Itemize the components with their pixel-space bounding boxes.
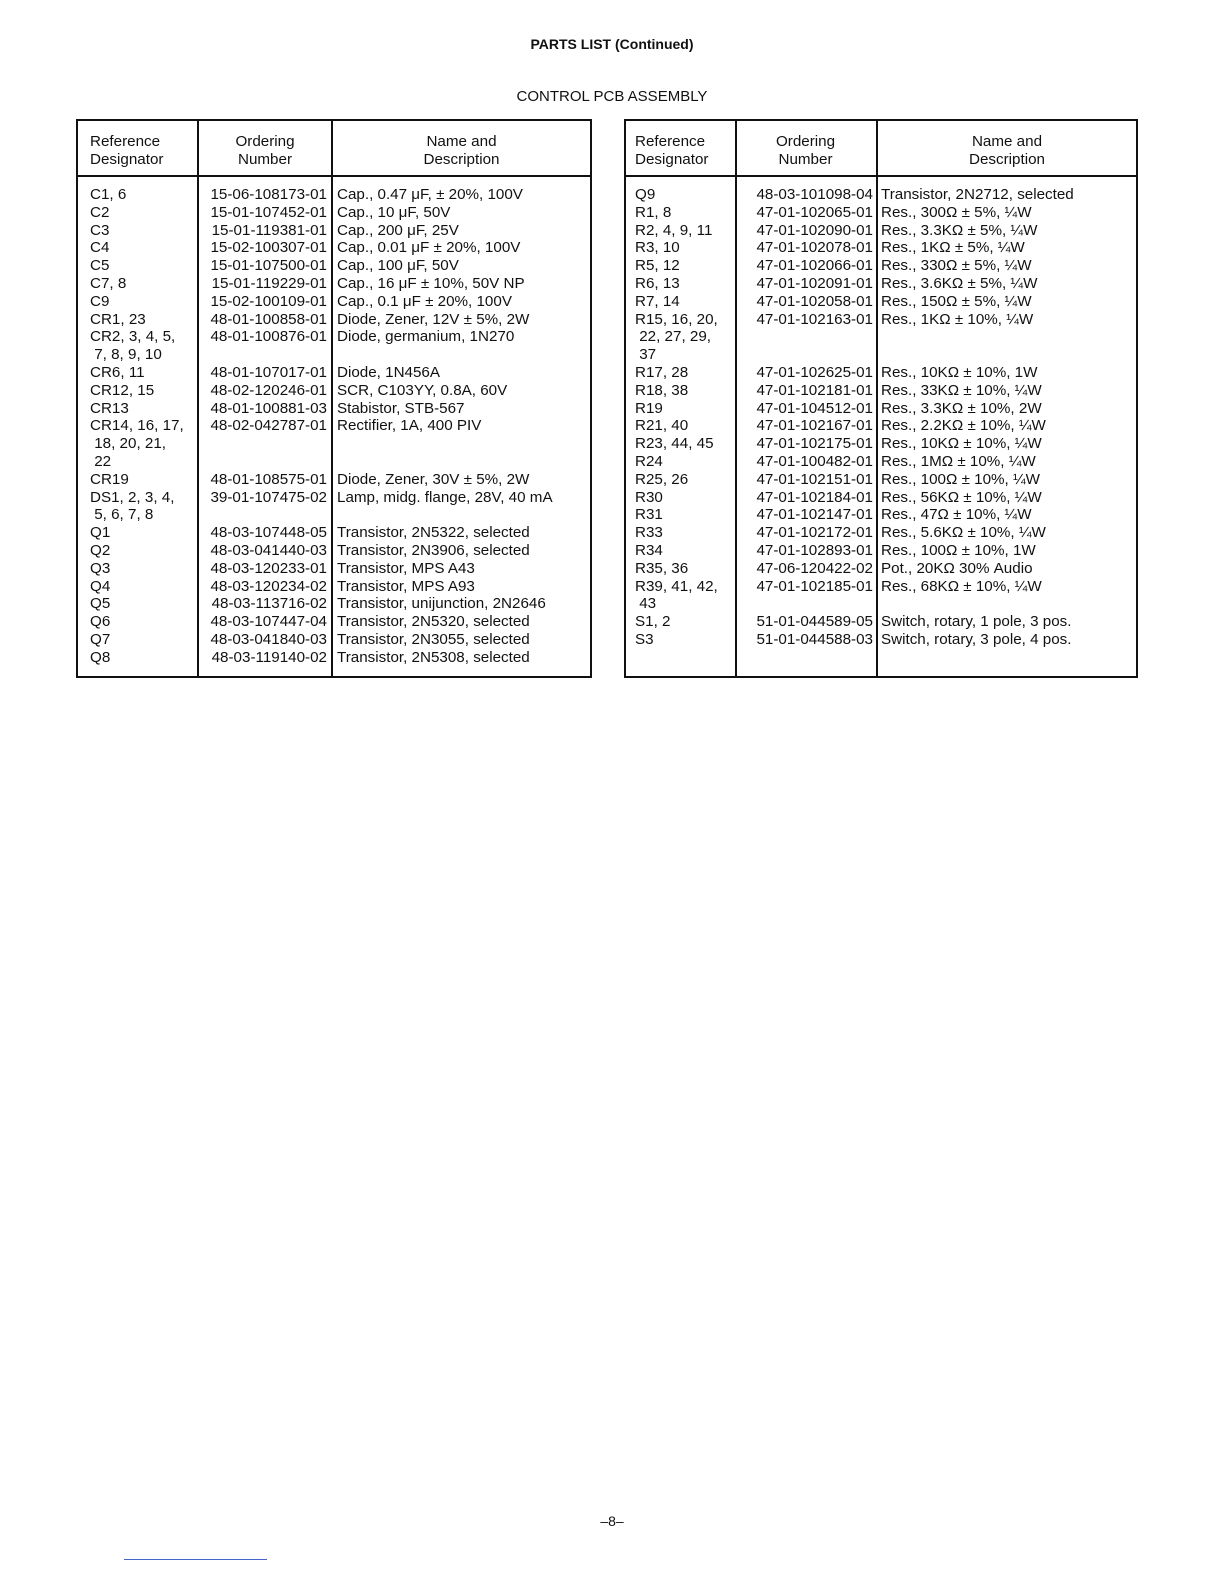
table-body — [626, 186, 1136, 649]
ordering-number: 47-01-102184-01 — [756, 488, 873, 506]
ordering-number: 47-01-102163-01 — [756, 310, 873, 328]
table-row — [78, 204, 590, 222]
part-description: Rectifier, 1A, 400 PIV — [337, 417, 482, 435]
ordering-number: 48-01-100876-01 — [210, 328, 327, 346]
part-description: Transistor, unijunction, 2N2646 — [337, 595, 546, 613]
part-description: Diode, 1N456A — [337, 363, 441, 381]
ordering-number: 47-01-102147-01 — [756, 506, 873, 524]
ref-designator: R33 — [635, 524, 663, 542]
ordering-number: 47-01-102181-01 — [756, 381, 873, 399]
ordering-number: 15-01-107452-01 — [210, 203, 327, 221]
table-row — [626, 524, 1136, 542]
ref-designator: C3 — [90, 221, 110, 239]
part-description: Transistor, 2N3906, selected — [337, 541, 530, 559]
part-description: Cap., 100 μF, 50V — [337, 257, 459, 275]
ordering-number: 47-01-102066-01 — [756, 257, 873, 275]
ordering-number: 15-01-107500-01 — [210, 257, 327, 275]
ref-designator: CR6, 11 — [90, 363, 145, 381]
ordering-number: 47-06-120422-02 — [756, 559, 873, 577]
ref-designator: R19 — [635, 399, 663, 417]
table-row — [626, 239, 1136, 257]
ordering-number: 48-03-119140-02 — [211, 648, 327, 666]
table-row — [626, 204, 1136, 222]
part-description: Res., 1MΩ ± 10%, ¼W — [881, 452, 1036, 470]
part-description: Pot., 20KΩ 30% Audio — [881, 559, 1033, 577]
ordering-number: 48-03-120234-02 — [210, 577, 327, 595]
ref-designator: S1, 2 — [635, 613, 671, 631]
part-description: Res., 150Ω ± 5%, ¼W — [881, 292, 1032, 310]
ordering-number: 48-01-107017-01 — [210, 363, 327, 381]
table-row — [78, 257, 590, 275]
table-row — [78, 471, 590, 489]
parts-table-left — [76, 119, 592, 678]
ref-designator: R35, 36 — [635, 559, 689, 577]
ordering-number: 47-01-102078-01 — [756, 239, 873, 257]
column-header-desc: Name and Description — [423, 133, 500, 168]
part-description: Switch, rotary, 1 pole, 3 pos. — [881, 613, 1072, 631]
part-description: Res., 10KΩ ± 10%, ¼W — [881, 435, 1042, 453]
table-row — [626, 631, 1136, 649]
ordering-number: 47-01-102151-01 — [756, 470, 873, 488]
part-description: Res., 47Ω ± 10%, ¼W — [881, 506, 1032, 524]
part-description: Diode, germanium, 1N270 — [337, 328, 515, 346]
table-row — [78, 578, 590, 596]
table-row — [626, 578, 1136, 614]
ordering-number: 47-01-102090-01 — [756, 221, 873, 239]
part-description: Res., 68KΩ ± 10%, ¼W — [881, 577, 1042, 595]
part-description: Res., 1KΩ ± 10%, ¼W — [881, 310, 1034, 328]
ordering-number: 48-03-113716-02 — [211, 595, 327, 613]
ordering-number: 48-01-100881-03 — [210, 399, 327, 417]
ref-designator: C2 — [90, 203, 110, 221]
table-row — [78, 524, 590, 542]
table-row — [626, 186, 1136, 204]
ordering-number: 47-01-104512-01 — [756, 399, 873, 417]
ordering-number: 47-01-102091-01 — [756, 274, 873, 292]
part-description: Transistor, 2N2712, selected — [881, 186, 1074, 203]
ref-designator: C1, 6 — [90, 186, 127, 203]
part-description: Res., 300Ω ± 5%, ¼W — [881, 203, 1032, 221]
ordering-number: 51-01-044589-05 — [756, 613, 873, 631]
part-description: Transistor, 2N5320, selected — [337, 613, 530, 631]
ref-designator: Q5 — [90, 595, 111, 613]
ref-designator: R1, 8 — [635, 203, 672, 221]
table-row — [626, 471, 1136, 489]
ref-designator: Q6 — [90, 613, 111, 631]
ordering-number: 15-02-100307-01 — [210, 239, 327, 257]
ref-designator: R31 — [635, 506, 663, 524]
table-row — [78, 649, 590, 667]
part-description: Res., 2.2KΩ ± 10%, ¼W — [881, 417, 1046, 435]
ordering-number: 48-02-120246-01 — [210, 381, 327, 399]
table-row — [626, 506, 1136, 524]
part-description: Cap., 0.01 μF ± 20%, 100V — [337, 239, 521, 257]
table-row — [626, 489, 1136, 507]
ordering-number: 47-01-102185-01 — [756, 577, 873, 595]
ordering-number: 48-03-041440-03 — [210, 541, 327, 559]
ordering-number: 15-06-108173-01 — [210, 186, 327, 203]
table-row — [626, 417, 1136, 435]
ordering-number: 47-01-102172-01 — [756, 524, 873, 542]
part-description: Res., 100Ω ± 10%, 1W — [881, 541, 1036, 559]
ref-designator: R23, 44, 45 — [635, 435, 714, 453]
part-description: Transistor, MPS A43 — [337, 559, 475, 577]
ordering-number: 15-01-119381-01 — [211, 221, 327, 239]
section-subtitle: CONTROL PCB ASSEMBLY — [516, 88, 708, 105]
ref-designator: R30 — [635, 488, 663, 506]
part-description: Res., 330Ω ± 5%, ¼W — [881, 257, 1032, 275]
ref-designator: R2, 4, 9, 11 — [635, 221, 713, 239]
table-row — [78, 328, 590, 364]
ordering-number: 47-01-102625-01 — [756, 363, 873, 381]
ref-designator: CR2, 3, 4, 5, 7, 8, 9, 10 — [90, 328, 176, 364]
table-row — [78, 364, 590, 382]
part-description: Res., 3.6KΩ ± 5%, ¼W — [881, 274, 1038, 292]
part-description: Res., 10KΩ ± 10%, 1W — [881, 363, 1038, 381]
table-row — [78, 293, 590, 311]
part-description: Transistor, 2N5322, selected — [337, 524, 530, 542]
table-row — [626, 453, 1136, 471]
table-row — [626, 613, 1136, 631]
part-description: Res., 100Ω ± 10%, ¼W — [881, 470, 1040, 488]
table-row — [78, 595, 590, 613]
ref-designator: R3, 10 — [635, 239, 680, 257]
table-row — [78, 311, 590, 329]
table-row — [78, 489, 590, 525]
ordering-number: 47-01-102065-01 — [756, 203, 873, 221]
part-description: Switch, rotary, 3 pole, 4 pos. — [881, 630, 1072, 648]
table-row — [78, 560, 590, 578]
part-description: SCR, C103YY, 0.8A, 60V — [337, 381, 508, 399]
table-row — [626, 382, 1136, 400]
table-body — [78, 186, 590, 667]
ref-designator: Q8 — [90, 648, 111, 666]
ref-designator: CR1, 23 — [90, 310, 146, 328]
ref-designator: Q7 — [90, 630, 111, 648]
ordering-number: 48-03-041840-03 — [210, 630, 327, 648]
ref-designator: DS1, 2, 3, 4, 5, 6, 7, 8 — [90, 488, 175, 524]
column-header-num: Ordering Number — [235, 133, 295, 168]
ref-designator: C5 — [90, 257, 110, 275]
part-description: Transistor, 2N3055, selected — [337, 630, 530, 648]
part-description: Stabistor, STB-567 — [337, 399, 465, 417]
ref-designator: R21, 40 — [635, 417, 689, 435]
table-row — [78, 275, 590, 293]
ordering-number: 39-01-107475-02 — [210, 488, 327, 506]
ordering-number: 47-01-100482-01 — [756, 452, 873, 470]
table-row — [78, 186, 590, 204]
column-header-num: Ordering Number — [775, 133, 836, 168]
ref-designator: S3 — [635, 630, 654, 648]
ordering-number: 48-01-108575-01 — [210, 470, 327, 488]
page-title: PARTS LIST (Continued) — [530, 36, 694, 52]
ref-designator: C4 — [90, 239, 110, 257]
ref-designator: R6, 13 — [635, 274, 680, 292]
part-description: Cap., 200 μF, 25V — [337, 221, 459, 239]
column-header-ref: Reference Designator — [90, 133, 164, 168]
ref-designator: R17, 28 — [635, 363, 689, 381]
part-description: Cap., 10 μF, 50V — [337, 203, 451, 221]
ref-designator: Q4 — [90, 577, 111, 595]
ordering-number: 48-03-101098-04 — [756, 186, 873, 203]
table-row — [78, 613, 590, 631]
ref-designator: Q3 — [90, 559, 111, 577]
table-row — [78, 239, 590, 257]
table-row — [626, 311, 1136, 364]
ordering-number: 47-01-102058-01 — [756, 292, 873, 310]
ref-designator: CR14, 16, 17, 18, 20, 21, 22 — [90, 417, 184, 470]
ordering-number: 48-03-107448-05 — [210, 524, 327, 542]
part-description: Transistor, MPS A93 — [337, 577, 475, 595]
part-description: Lamp, midg. flange, 28V, 40 mA — [337, 488, 553, 506]
part-description: Cap., 16 μF ± 10%, 50V NP — [337, 274, 525, 292]
ref-designator: CR19 — [90, 470, 129, 488]
table-row — [626, 222, 1136, 240]
ref-designator: R7, 14 — [635, 292, 680, 310]
ref-designator: R24 — [635, 452, 663, 470]
table-row — [626, 435, 1136, 453]
part-description: Cap., 0.1 μF ± 20%, 100V — [337, 292, 512, 310]
part-description: Res., 3.3KΩ ± 10%, 2W — [881, 399, 1042, 417]
ordering-number: 48-01-100858-01 — [210, 310, 327, 328]
ref-designator: R18, 38 — [635, 381, 689, 399]
column-header-desc: Name and Description — [969, 133, 1045, 168]
ref-designator: R5, 12 — [635, 257, 680, 275]
ordering-number: 47-01-102893-01 — [756, 541, 873, 559]
part-description: Res., 56KΩ ± 10%, ¼W — [881, 488, 1042, 506]
ref-designator: CR13 — [90, 399, 129, 417]
table-row — [78, 631, 590, 649]
page-number: –8– — [600, 1513, 624, 1529]
ordering-number: 47-01-102167-01 — [756, 417, 873, 435]
table-row — [78, 417, 590, 470]
ordering-number: 48-02-042787-01 — [210, 417, 327, 435]
part-description: Res., 33KΩ ± 10%, ¼W — [881, 381, 1042, 399]
part-description: Res., 5.6KΩ ± 10%, ¼W — [881, 524, 1046, 542]
table-row — [626, 542, 1136, 560]
ref-designator: R34 — [635, 541, 663, 559]
table-row — [78, 222, 590, 240]
ref-designator: C7, 8 — [90, 274, 127, 292]
table-row — [78, 382, 590, 400]
ordering-number: 15-01-119229-01 — [211, 274, 327, 292]
ordering-number: 47-01-102175-01 — [756, 435, 873, 453]
part-description: Res., 1KΩ ± 5%, ¼W — [881, 239, 1025, 257]
table-row — [626, 364, 1136, 382]
part-description: Cap., 0.47 μF, ± 20%, 100V — [337, 186, 523, 203]
ref-designator: R15, 16, 20, 22, 27, 29, 37 — [635, 310, 718, 364]
table-row — [626, 293, 1136, 311]
ordering-number: 15-02-100109-01 — [210, 292, 327, 310]
part-description: Diode, Zener, 12V ± 5%, 2W — [337, 310, 530, 328]
ref-designator: R39, 41, 42, 43 — [635, 577, 718, 613]
ref-designator: Q9 — [635, 186, 656, 203]
part-description: Transistor, 2N5308, selected — [337, 648, 530, 666]
table-row — [626, 275, 1136, 293]
table-row — [78, 542, 590, 560]
table-row — [626, 560, 1136, 578]
header-divider — [626, 175, 1136, 177]
table-row — [626, 257, 1136, 275]
part-description: Res., 3.3KΩ ± 5%, ¼W — [881, 221, 1038, 239]
ordering-number: 51-01-044588-03 — [756, 630, 873, 648]
ref-designator: Q2 — [90, 541, 111, 559]
part-description: Diode, Zener, 30V ± 5%, 2W — [337, 470, 530, 488]
parts-table-right — [624, 119, 1138, 678]
ref-designator: C9 — [90, 292, 110, 310]
ref-designator: R25, 26 — [635, 470, 689, 488]
ref-designator: CR12, 15 — [90, 381, 155, 399]
ordering-number: 48-03-107447-04 — [210, 613, 327, 631]
footer-rule — [124, 1559, 267, 1560]
ordering-number: 48-03-120233-01 — [210, 559, 327, 577]
table-row — [78, 400, 590, 418]
table-row — [626, 400, 1136, 418]
header-divider — [78, 175, 590, 177]
column-header-ref: Reference Designator — [635, 133, 709, 168]
ref-designator: Q1 — [90, 524, 111, 542]
